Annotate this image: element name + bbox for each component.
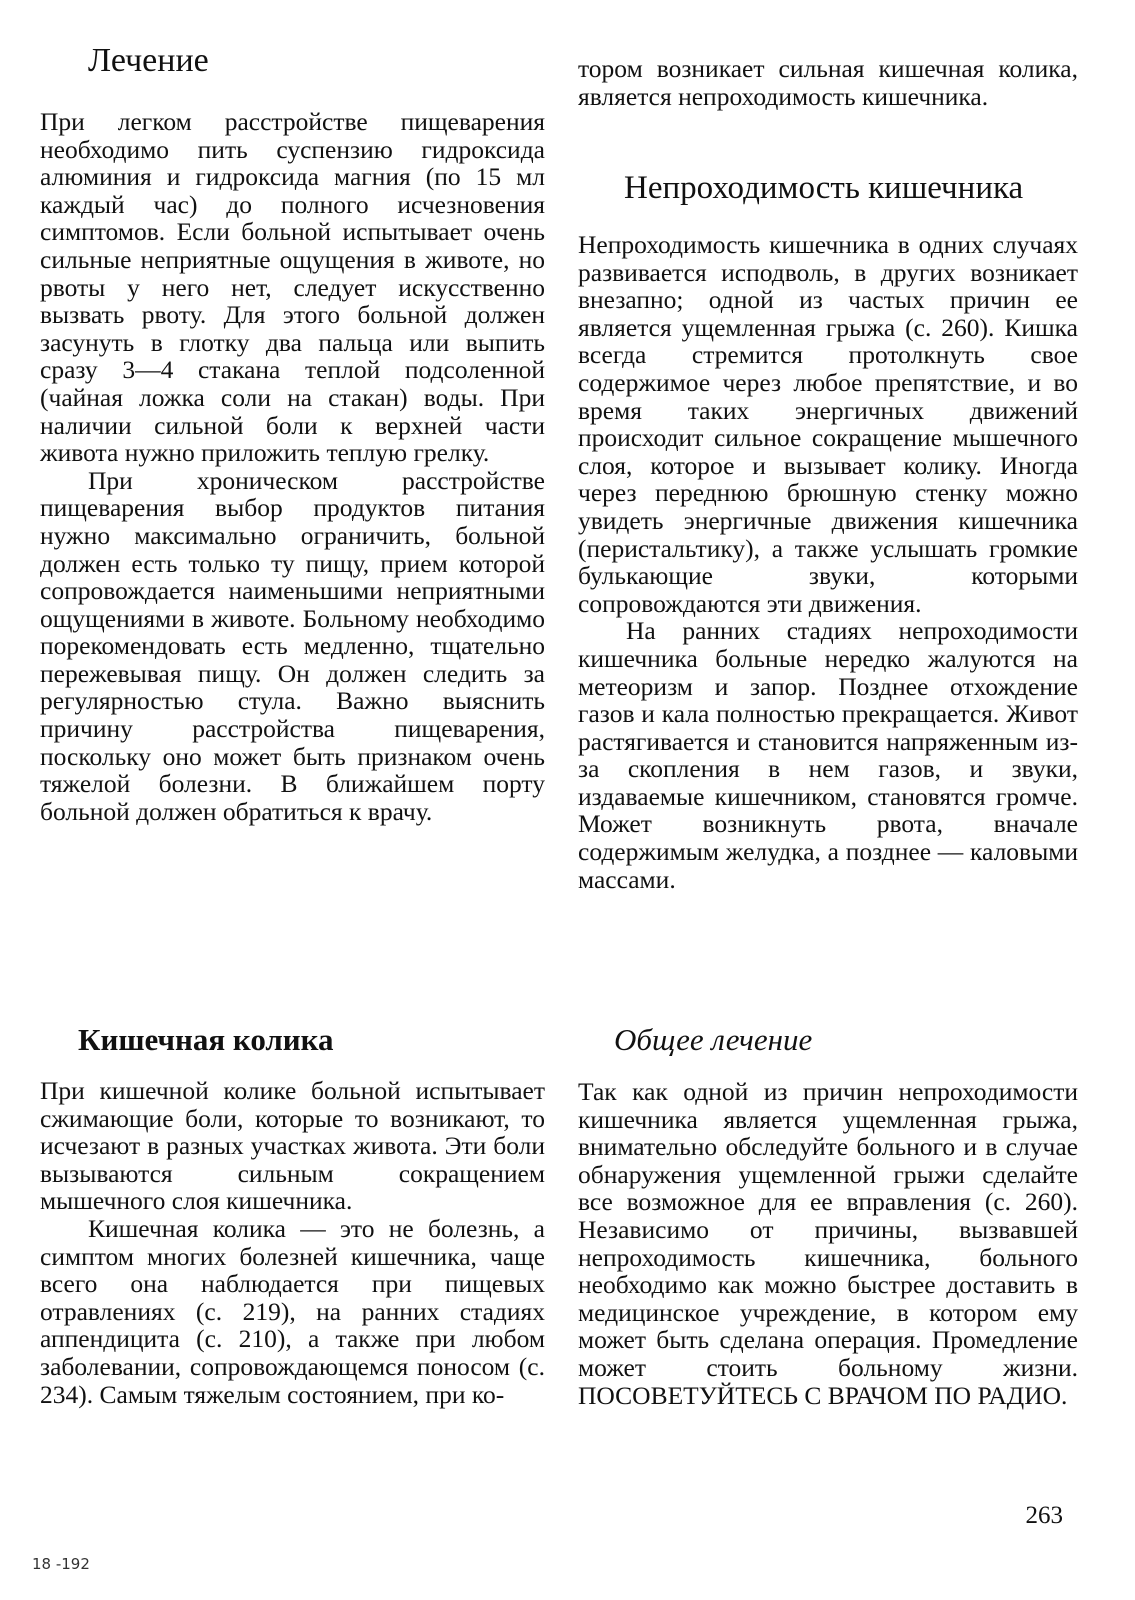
colic-paragraph-2: Кишечная колика — это не болезнь, а симптом многих болезней кишечника, чаще всего она наблюдается при пищевых отравлениях (с. 219), на ранних стадиях аппендицита (с. 210), а также при любом заболевании, сопровождающемся поносом (с. 234). Самым тяжелым состоянием, при ко- xyxy=(40,1213,545,1409)
obstruction-paragraph-1: Непроходимость кишечника в одних случаях развивается исподволь, в других возникает внезапно; одной из частых причин ее является ущемленная грыжа (с. 260). Кишка всегда стремится протолкнуть свое содержимое через любое препятствие, и во время таких энергичных движений происходит сильное сокращение мышечного слоя, которое и вызывает колику. Иногда через переднюю брюшную стенку можно увидеть энергичные движения кишечника (перистальтику), а также услышать громкие булькающие звуки, которыми сопровождаются эти движения. xyxy=(578,230,1078,618)
colic-section xyxy=(40,1077,545,1408)
general-treatment-paragraph xyxy=(578,1078,1078,1409)
heading-treatment: Лечение xyxy=(88,42,209,79)
treatment-paragraph-1: При легком расстройстве пищеварения необходимо пить суспензию гидроксида алюминия и гидроксида магния (по 15 мл каждый час) до полного исчезновения симптомов. Если больной испытывает очень сильные неприятные ощущения в животе, но рвоты у него нет, следует искусственно вызвать рвоту. Для этого больной должен засунуть в глотку два пальца или выпить сразу 3—4 стакана теплой подсоленной (чайная ложка соли на стакан) воды. При наличии сильной боли к верхней части живота нужно приложить теплую грелку. xyxy=(40,107,545,468)
general-treatment-text: Так как одной из причин непроходимости кишечника является ущемленная грыжа, внимательно обследуйте больного и в случае обнаружения ущемленной грыжи сделайте все возможное для ее вправления (с. 260). Независимо от причины, вызвавшей непроходимость кишечника, больного необходимо как можно быстрее доставить в медицинское учреждение, в котором ему может быть сделана операция. Промедление может стоить больному жизни. xyxy=(578,1077,1078,1382)
treatment-paragraph-2: При хроническом расстройстве пищеварения выбор продуктов питания нужно максимально ограничить, больной должен есть только ту пищу, прием которой сопровождается наименьшими неприятными ощущениями в животе. Больному необходимо порекомендовать есть медленно, тщательно пережевывая пищу. Он должен следить за регулярностью стула. Важно выяснить причину расстройства пищеварения, поскольку оно может быть признаком очень тяжелой болезни. В ближайшем порту больной должен обратиться к врачу. xyxy=(40,465,545,826)
page-number: 263 xyxy=(1025,1502,1063,1529)
continuation-paragraph: тором возникает сильная кишечная колика, является непроходимость кишечника. xyxy=(578,54,1078,111)
colic-paragraph-1: При кишечной колике больной испытывает сжимающие боли, которые то возникают, то исчезают в разных участках живота. Эти боли вызываются сильным сокращением мышечного слоя кишечника. xyxy=(40,1076,545,1216)
signature-mark: 18 -192 xyxy=(32,1555,90,1573)
obstruction-section xyxy=(578,231,1078,893)
obstruction-paragraph-2: На ранних стадиях непроходимости кишечника больные нередко жалуются на метеоризм и запор. Позднее отхождение газов и кала полностью прекращается. Живот растягивается и становится напряженным из-за скопления в нем газов, и звуки, издаваемые кишечником, становятся громче. Может возникнуть рвота, вначале содержимым желудка, а позднее — каловыми массами. xyxy=(578,616,1078,894)
heading-general-treatment: Общее лечение xyxy=(614,1022,813,1057)
heading-intestinal-colic: Кишечная колика xyxy=(78,1022,334,1057)
general-treatment-section xyxy=(578,1078,1078,1409)
heading-intestinal-obstruction: Непроходимость кишечника xyxy=(624,170,1024,206)
continuation-section xyxy=(578,55,1078,110)
consult-doctor-callout: ПОСОВЕТУЙТЕСЬ С ВРАЧОМ ПО РАДИО. xyxy=(578,1380,1068,1410)
treatment-section xyxy=(40,108,545,825)
